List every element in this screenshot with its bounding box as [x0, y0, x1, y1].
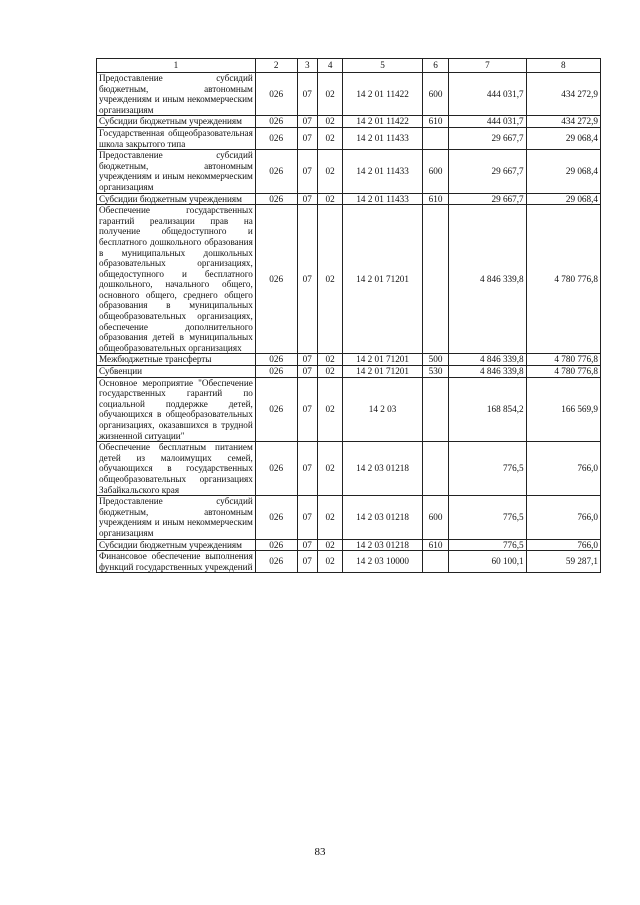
expense-name-cell: Обеспечение бесплатным питанием детей из малоимущих семей, обучающихся в государственных общеобразовательных организациях Забайкальского края — [97, 442, 256, 496]
section-code-cell: 07 — [297, 496, 317, 539]
header-cell: 6 — [422, 59, 448, 73]
subsection-code-cell: 02 — [317, 551, 342, 573]
amount-year-1-cell: 4 846 339,8 — [449, 366, 526, 378]
expense-name-cell: Предоставление субсидий бюджетным, автономным учреждениям и иным некоммерческим организациям — [97, 73, 256, 116]
expense-type-cell: 500 — [422, 354, 448, 366]
target-article-cell: 14 2 01 71201 — [343, 354, 422, 366]
table-row — [97, 150, 601, 193]
expense-name-cell: Межбюджетные трансферты — [97, 354, 256, 366]
amount-year-2-cell: 4 780 776,8 — [526, 366, 600, 378]
page-number: 83 — [314, 846, 326, 858]
budget-table — [96, 58, 601, 573]
amount-year-2-cell: 29 068,4 — [526, 193, 600, 205]
section-code-cell: 07 — [297, 366, 317, 378]
amount-year-1-cell: 60 100,1 — [449, 551, 526, 573]
target-article-cell: 14 2 03 10000 — [343, 551, 422, 573]
expense-type-cell — [422, 377, 448, 442]
ministry-code-cell: 026 — [255, 551, 297, 573]
subsection-code-cell: 02 — [317, 150, 342, 193]
ministry-code-cell: 026 — [255, 73, 297, 116]
amount-year-2-cell: 29 068,4 — [526, 127, 600, 149]
subsection-code-cell: 02 — [317, 354, 342, 366]
subsection-code-cell: 02 — [317, 366, 342, 378]
table-row — [97, 539, 601, 551]
ministry-code-cell: 026 — [255, 354, 297, 366]
target-article-cell: 14 2 01 11422 — [343, 116, 422, 128]
amount-year-2-cell: 4 780 776,8 — [526, 354, 600, 366]
table-row — [97, 496, 601, 539]
subsection-code-cell: 02 — [317, 127, 342, 149]
table-row — [97, 73, 601, 116]
header-row — [97, 59, 601, 73]
amount-year-2-cell: 766,0 — [526, 442, 600, 496]
amount-year-2-cell: 434 272,9 — [526, 116, 600, 128]
table-row — [97, 127, 601, 149]
amount-year-2-cell: 59 287,1 — [526, 551, 600, 573]
section-code-cell: 07 — [297, 551, 317, 573]
section-code-cell: 07 — [297, 116, 317, 128]
ministry-code-cell: 026 — [255, 539, 297, 551]
table-row — [97, 551, 601, 573]
ministry-code-cell: 026 — [255, 377, 297, 442]
header-cell: 5 — [343, 59, 422, 73]
ministry-code-cell: 026 — [255, 150, 297, 193]
amount-year-1-cell: 776,5 — [449, 496, 526, 539]
header-cell: 3 — [297, 59, 317, 73]
expense-name-cell: Финансовое обеспечение выполнения функций государственных учреждений — [97, 551, 256, 573]
section-code-cell: 07 — [297, 354, 317, 366]
section-code-cell: 07 — [297, 150, 317, 193]
ministry-code-cell: 026 — [255, 366, 297, 378]
ministry-code-cell: 026 — [255, 193, 297, 205]
target-article-cell: 14 2 01 71201 — [343, 366, 422, 378]
table-row — [97, 366, 601, 378]
subsection-code-cell: 02 — [317, 205, 342, 354]
table-row — [97, 377, 601, 442]
ministry-code-cell: 026 — [255, 496, 297, 539]
ministry-code-cell: 026 — [255, 205, 297, 354]
subsection-code-cell: 02 — [317, 496, 342, 539]
amount-year-2-cell: 434 272,9 — [526, 73, 600, 116]
section-code-cell: 07 — [297, 442, 317, 496]
section-code-cell: 07 — [297, 377, 317, 442]
amount-year-1-cell: 444 031,7 — [449, 116, 526, 128]
expense-name-cell: Обеспечение государственных гарантий реализации прав на получение общедоступного и бесплатного дошкольного образования в муниципальных дошкольных образовательных организациях, общедоступного и бесплатного дошкольного, начального общего, основного общего, среднего общего образования в муниципальных общеобразовательных организациях, обеспечение дополнительного образования детей в муниципальных общеобразовательных организациях — [97, 205, 256, 354]
amount-year-1-cell: 29 667,7 — [449, 150, 526, 193]
table-row — [97, 205, 601, 354]
subsection-code-cell: 02 — [317, 442, 342, 496]
target-article-cell: 14 2 01 11433 — [343, 150, 422, 193]
subsection-code-cell: 02 — [317, 73, 342, 116]
expense-name-cell: Государственная общеобразовательная школа закрытого типа — [97, 127, 256, 149]
header-cell: 1 — [97, 59, 256, 73]
expense-name-cell: Субсидии бюджетным учреждениям — [97, 539, 256, 551]
expense-type-cell: 610 — [422, 539, 448, 551]
amount-year-1-cell: 444 031,7 — [449, 73, 526, 116]
amount-year-1-cell: 29 667,7 — [449, 127, 526, 149]
expense-type-cell — [422, 205, 448, 354]
target-article-cell: 14 2 03 01218 — [343, 539, 422, 551]
target-article-cell: 14 2 01 11433 — [343, 127, 422, 149]
amount-year-2-cell: 4 780 776,8 — [526, 205, 600, 354]
section-code-cell: 07 — [297, 193, 317, 205]
expense-type-cell: 600 — [422, 73, 448, 116]
expense-type-cell — [422, 127, 448, 149]
expense-name-cell: Предоставление субсидий бюджетным, автономным учреждениям и иным некоммерческим организациям — [97, 496, 256, 539]
amount-year-1-cell: 168 854,2 — [449, 377, 526, 442]
expense-type-cell: 600 — [422, 150, 448, 193]
expense-name-cell: Основное мероприятие "Обеспечение государственных гарантий по социальной поддержке детей, обучающихся в общеобразовательных организациях, оказавшихся в трудной жизненной ситуации" — [97, 377, 256, 442]
amount-year-2-cell: 766,0 — [526, 539, 600, 551]
amount-year-2-cell: 29 068,4 — [526, 150, 600, 193]
section-code-cell: 07 — [297, 205, 317, 354]
subsection-code-cell: 02 — [317, 539, 342, 551]
amount-year-1-cell: 4 846 339,8 — [449, 205, 526, 354]
expense-type-cell: 610 — [422, 193, 448, 205]
expense-type-cell — [422, 551, 448, 573]
header-cell: 8 — [526, 59, 600, 73]
amount-year-1-cell: 776,5 — [449, 539, 526, 551]
expense-type-cell: 530 — [422, 366, 448, 378]
expense-name-cell: Предоставление субсидий бюджетным, автономным учреждениям и иным некоммерческим организациям — [97, 150, 256, 193]
amount-year-2-cell: 166 569,9 — [526, 377, 600, 442]
expense-type-cell: 600 — [422, 496, 448, 539]
expense-type-cell: 610 — [422, 116, 448, 128]
amount-year-2-cell: 766,0 — [526, 496, 600, 539]
target-article-cell: 14 2 03 — [343, 377, 422, 442]
subsection-code-cell: 02 — [317, 193, 342, 205]
target-article-cell: 14 2 01 71201 — [343, 205, 422, 354]
section-code-cell: 07 — [297, 539, 317, 551]
ministry-code-cell: 026 — [255, 127, 297, 149]
header-cell: 2 — [255, 59, 297, 73]
amount-year-1-cell: 4 846 339,8 — [449, 354, 526, 366]
target-article-cell: 14 2 03 01218 — [343, 442, 422, 496]
header-cell: 7 — [449, 59, 526, 73]
ministry-code-cell: 026 — [255, 116, 297, 128]
table-row — [97, 193, 601, 205]
amount-year-1-cell: 29 667,7 — [449, 193, 526, 205]
amount-year-1-cell: 776,5 — [449, 442, 526, 496]
expense-name-cell: Субвенции — [97, 366, 256, 378]
header-cell: 4 — [317, 59, 342, 73]
subsection-code-cell: 02 — [317, 377, 342, 442]
section-code-cell: 07 — [297, 127, 317, 149]
section-code-cell: 07 — [297, 73, 317, 116]
target-article-cell: 14 2 01 11422 — [343, 73, 422, 116]
table-row — [97, 116, 601, 128]
subsection-code-cell: 02 — [317, 116, 342, 128]
ministry-code-cell: 026 — [255, 442, 297, 496]
table-row — [97, 354, 601, 366]
expense-name-cell: Субсидии бюджетным учреждениям — [97, 193, 256, 205]
table-row — [97, 442, 601, 496]
target-article-cell: 14 2 01 11433 — [343, 193, 422, 205]
expense-name-cell: Субсидии бюджетным учреждениям — [97, 116, 256, 128]
expense-type-cell — [422, 442, 448, 496]
target-article-cell: 14 2 03 01218 — [343, 496, 422, 539]
